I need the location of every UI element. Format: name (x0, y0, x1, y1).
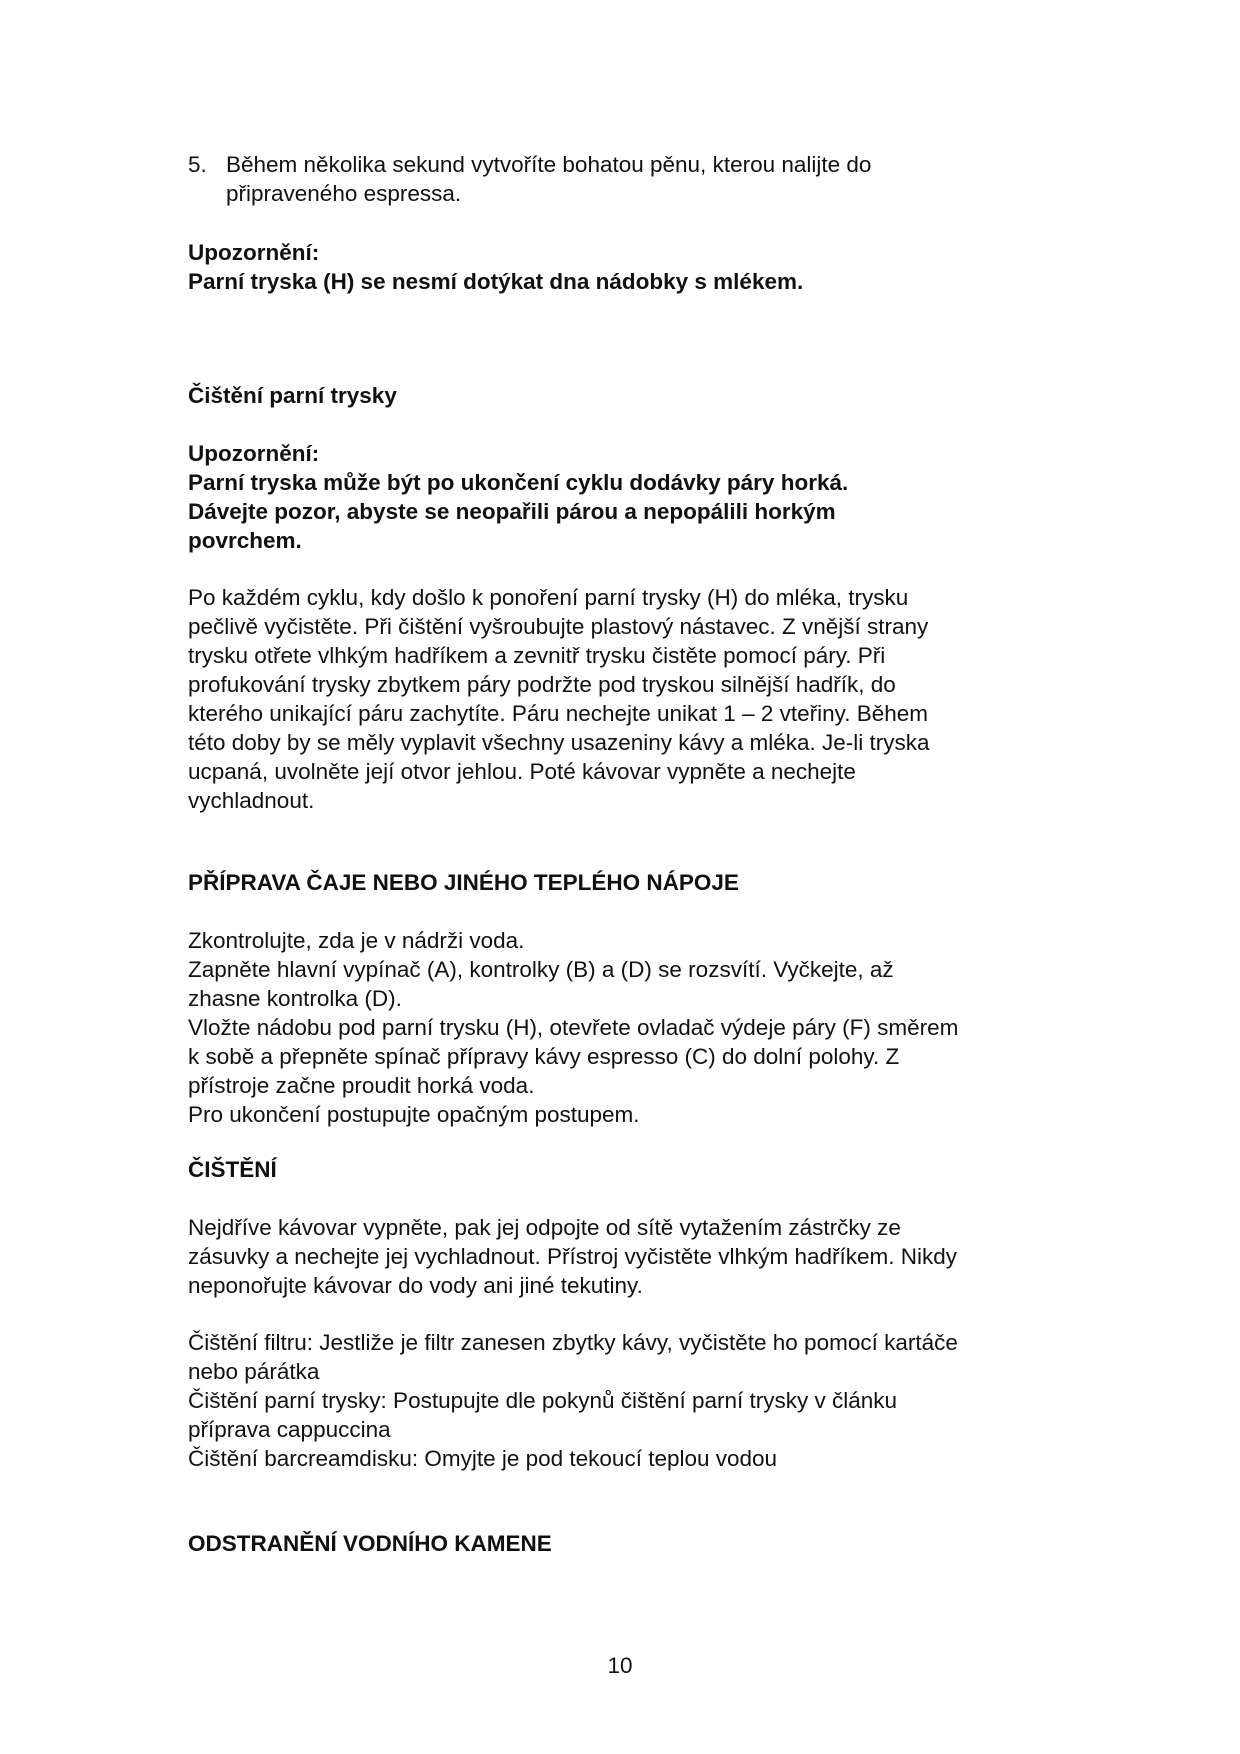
paragraph-line: Nejdříve kávovar vypněte, pak jej odpojte od sítě vytažením zástrčky ze (188, 1215, 901, 1240)
warning-line: Dávejte pozor, abyste se neopařili párou a nepopálili horkým (188, 499, 836, 524)
paragraph-line: profukování trysky zbytkem páry podržte pod tryskou silnější hadřík, do (188, 672, 896, 697)
page-number: 10 (607, 1653, 633, 1678)
instruction-line: Zkontrolujte, zda je v nádrži voda. (188, 928, 525, 953)
instruction-line: k sobě a přepněte spínač přípravy kávy espresso (C) do dolní polohy. Z (188, 1044, 900, 1069)
paragraph-line: trysku otřete vlhkým hadříkem a zevnitř trysku čistěte pomocí páry. Při (188, 643, 886, 668)
list-item-line: Během několika sekund vytvoříte bohatou pěnu, kterou nalijte do (226, 152, 872, 177)
paragraph-line: pečlivě vyčistěte. Při čištění vyšroubujte plastový nástavec. Z vnější strany (188, 614, 929, 639)
cleaning-items (188, 1328, 1068, 1473)
cleaning-item-line: Čištění parní trysky: Postupujte dle pokynů čištění parní trysky v článku (188, 1388, 898, 1413)
list-number: 5. (188, 152, 207, 177)
instruction-line: zhasne kontrolka (D). (188, 986, 402, 1011)
paragraph-line: této doby by se měly vyplavit všechny usazeniny kávy a mléka. Je-li tryska (188, 730, 930, 755)
paragraph-line: vychladnout. (188, 788, 315, 813)
list-item-5 (188, 150, 1068, 208)
cleaning-item-line: Čištění barcreamdisku: Omyjte je pod tekoucí teplou vodou (188, 1446, 778, 1471)
instruction-line: Vložte nádobu pod parní trysku (H), otevřete ovladač výdeje páry (F) směrem (188, 1015, 959, 1040)
paragraph-line: ucpaná, uvolněte její otvor jehlou. Poté kávovar vypněte a nechejte (188, 759, 856, 784)
list-item-line: připraveného espressa. (226, 181, 462, 206)
instruction-line: Zapněte hlavní vypínač (A), kontrolky (B) a (D) se rozsvítí. Vyčkejte, až (188, 957, 894, 982)
section-heading-steam-cleaning: Čištění parní trysky (188, 383, 397, 408)
paragraph-line: zásuvky a nechejte jej vychladnout. Přístroj vyčistěte vlhkým hadříkem. Nikdy (188, 1244, 958, 1269)
cleaning-item-line: příprava cappuccina (188, 1417, 391, 1442)
paragraph-line: Po každém cyklu, kdy došlo k ponoření parní trysky (H) do mléka, trysku (188, 585, 909, 610)
section-heading-tea: PŘÍPRAVA ČAJE NEBO JINÉHO TEPLÉHO NÁPOJE (188, 870, 739, 895)
warning-text: Parní tryska (H) se nesmí dotýkat dna nádobky s mlékem. (188, 269, 804, 294)
cleaning-item-line: Čištění filtru: Jestliže je filtr zanesen zbytky kávy, vyčistěte ho pomocí kartáče (188, 1330, 958, 1355)
warning-title: Upozornění: (188, 441, 320, 466)
steam-cleaning-paragraph (188, 583, 1068, 815)
warning-title: Upozornění: (188, 240, 320, 265)
paragraph-line: neponořujte kávovar do vody ani jiné tekutiny. (188, 1273, 643, 1298)
paragraph-line: kterého unikající páru zachytíte. Páru nechejte unikat 1 – 2 vteřiny. Během (188, 701, 928, 726)
cleaning-paragraph (188, 1213, 1068, 1300)
section-heading-descaling: ODSTRANĚNÍ VODNÍHO KAMENE (188, 1531, 552, 1556)
instruction-line: Pro ukončení postupujte opačným postupem. (188, 1102, 640, 1127)
section-heading-cleaning: ČIŠTĚNÍ (188, 1157, 277, 1182)
warning-note (188, 238, 1068, 296)
steam-warning (188, 439, 1068, 555)
warning-line: Parní tryska může být po ukončení cyklu dodávky páry horká. (188, 470, 849, 495)
instruction-line: přístroje začne proudit horká voda. (188, 1073, 535, 1098)
warning-line: povrchem. (188, 528, 302, 553)
tea-instructions (188, 926, 1068, 1129)
cleaning-item-line: nebo párátka (188, 1359, 320, 1384)
